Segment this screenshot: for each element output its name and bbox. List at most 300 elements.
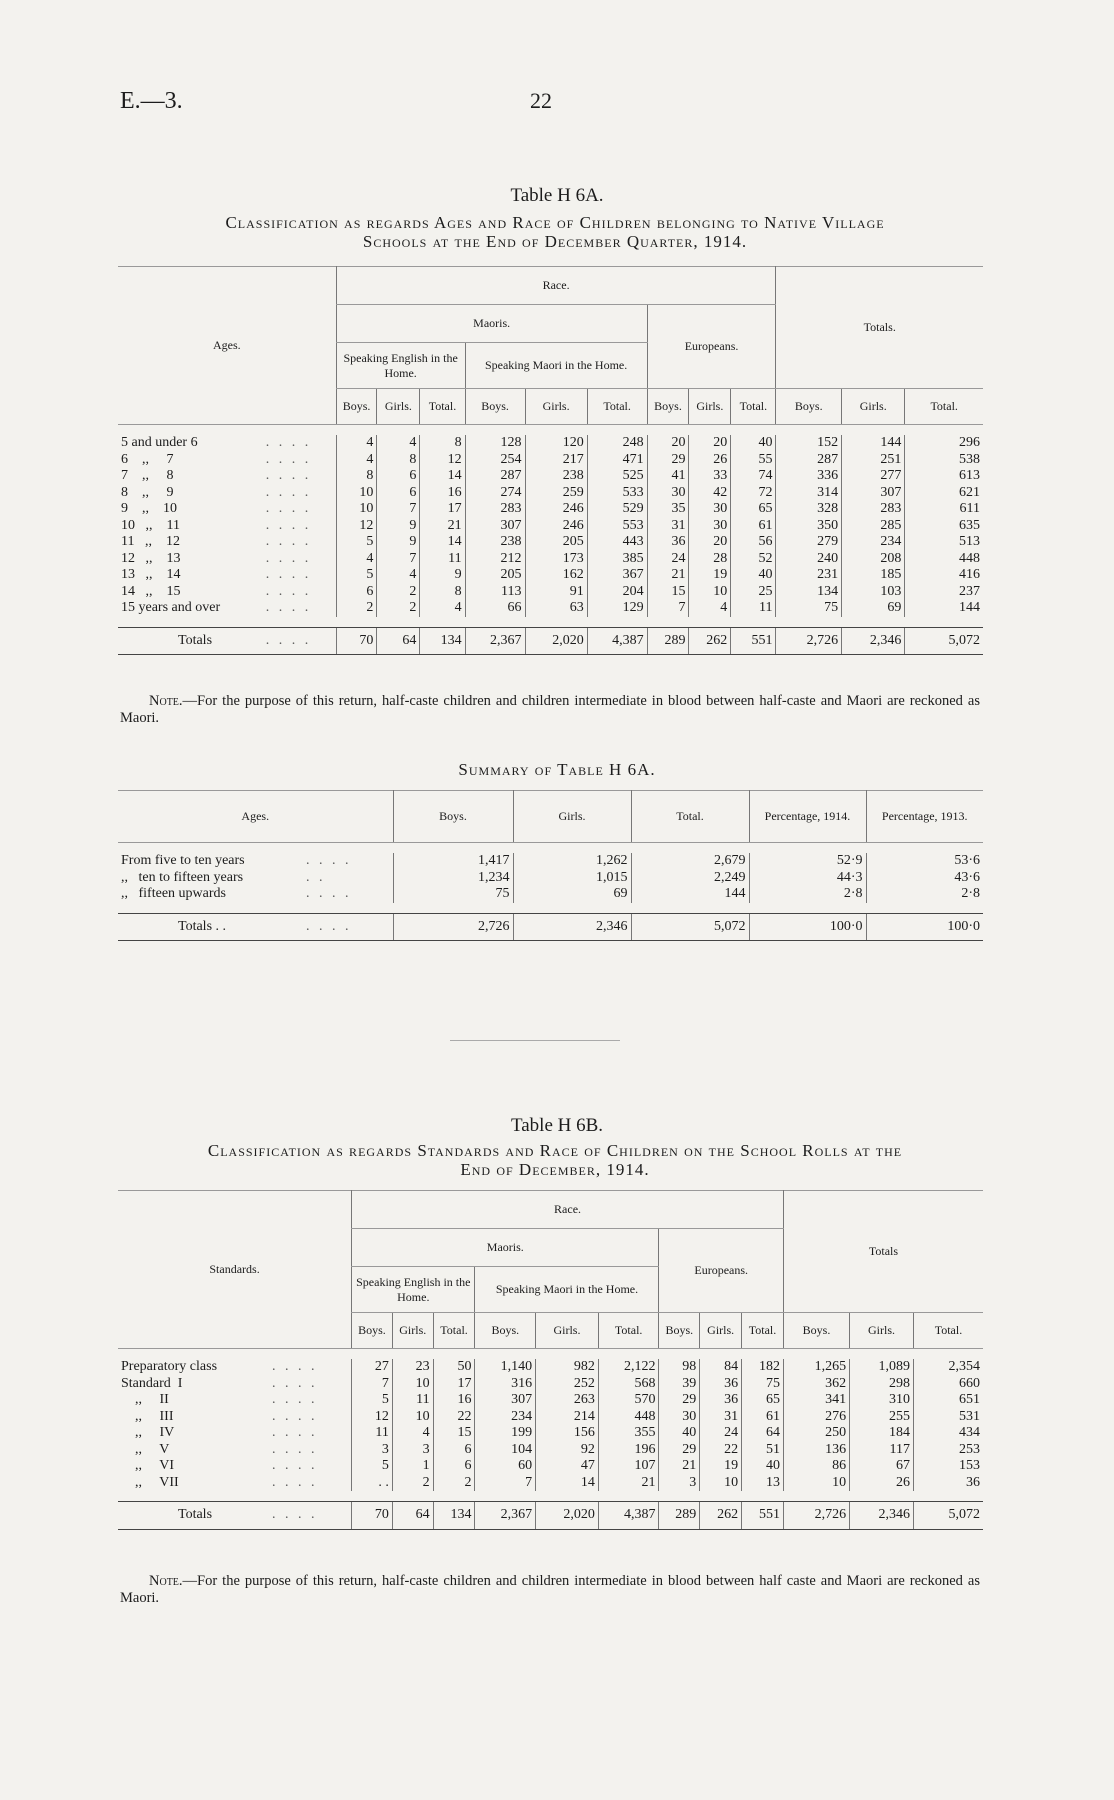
table-cell: 289 xyxy=(647,627,689,655)
table-cell: 16 xyxy=(433,1392,475,1409)
table-cell: 14 xyxy=(536,1475,599,1492)
table-cell: 2,122 xyxy=(598,1359,659,1376)
table-cell: 362 xyxy=(783,1376,849,1393)
table-a-subtitle-line1: Classification as regards Ages and Race of Children belonging to Native Village xyxy=(225,213,885,232)
table-cell: 30 xyxy=(659,1409,700,1426)
table-b-title: Table H 6B. xyxy=(510,1115,604,1136)
table-cell: 8 xyxy=(420,435,465,452)
table-cell: 52 xyxy=(731,551,776,568)
table-cell: 287 xyxy=(776,452,842,469)
table-cell: 21 xyxy=(420,518,465,535)
table-cell: 70 xyxy=(352,1502,393,1530)
table-cell: 64 xyxy=(742,1425,784,1442)
table-cell: 21 xyxy=(598,1475,659,1492)
table-cell: 67 xyxy=(850,1458,914,1475)
table-cell: 53·6 xyxy=(866,853,983,870)
table-cell: 8 xyxy=(336,468,377,485)
col-header-maoris: Maoris. xyxy=(336,305,647,343)
row-leader-dots: . . . . xyxy=(265,517,312,533)
table-cell: 443 xyxy=(587,534,647,551)
col-header-speaking-english: Speaking English in the Home. xyxy=(336,343,465,389)
col-header-total: Total. xyxy=(742,1313,784,1349)
page-code: E.—3. xyxy=(120,88,183,114)
table-cell: 22 xyxy=(700,1442,742,1459)
table-cell: 982 xyxy=(536,1359,599,1376)
table-cell: 2,020 xyxy=(525,627,587,655)
table-cell: 350 xyxy=(776,518,842,535)
table-cell: 2,249 xyxy=(631,870,749,887)
table-cell: 2,726 xyxy=(783,1502,849,1530)
table-cell: 4 xyxy=(336,551,377,568)
table-cell: 2,346 xyxy=(842,627,905,655)
table-cell: 531 xyxy=(913,1409,983,1426)
table-cell: 29 xyxy=(647,452,689,469)
page-number: 22 xyxy=(530,88,552,113)
table-cell: 23 xyxy=(392,1359,433,1376)
col-header-boys: Boys. xyxy=(336,389,377,425)
table-cell: 279 xyxy=(776,534,842,551)
table-cell: 98 xyxy=(659,1359,700,1376)
table-cell: 152 xyxy=(776,435,842,452)
col-header-race: Race. xyxy=(336,267,776,305)
note-text: —For the purpose of this return, half-caste children and children intermediate in blood between half caste and Maori are reckoned as Maori. xyxy=(120,1573,980,1606)
row-label: Standard I xyxy=(121,1375,183,1391)
table-cell: 1 xyxy=(392,1458,433,1475)
summary-title: Summary of Table H 6A. xyxy=(458,760,656,779)
table-cell: 42 xyxy=(689,485,731,502)
row-label: ,, ten to fifteen years xyxy=(121,869,244,885)
table-cell: 238 xyxy=(465,534,525,551)
table-cell: 92 xyxy=(536,1442,599,1459)
table-cell: 5,072 xyxy=(905,627,983,655)
table-cell: 21 xyxy=(647,567,689,584)
table-cell: 40 xyxy=(731,435,776,452)
table-cell: 262 xyxy=(700,1502,742,1530)
table-cell: 307 xyxy=(842,485,905,502)
col-header-standards: Standards. xyxy=(118,1191,352,1349)
table-cell: 248 xyxy=(587,435,647,452)
table-cell: 1,265 xyxy=(783,1359,849,1376)
table-cell: 263 xyxy=(536,1392,599,1409)
table-row xyxy=(118,501,983,518)
table-row xyxy=(118,518,983,535)
table-cell: 4 xyxy=(377,435,420,452)
table-cell: 40 xyxy=(731,567,776,584)
table-cell: 199 xyxy=(475,1425,536,1442)
table-a xyxy=(118,266,983,655)
table-cell: 11 xyxy=(731,600,776,617)
table-cell: 367 xyxy=(587,567,647,584)
col-header-girls: Girls. xyxy=(536,1313,599,1349)
table-cell: 33 xyxy=(689,468,731,485)
table-cell: 4 xyxy=(336,452,377,469)
table-b-note xyxy=(120,1573,980,1607)
table-cell: 4 xyxy=(377,567,420,584)
table-cell: 21 xyxy=(659,1458,700,1475)
row-leader-dots: . . . . xyxy=(265,534,312,549)
table-cell: 26 xyxy=(850,1475,914,1492)
table-cell: 185 xyxy=(842,567,905,584)
col-header-totals: Totals xyxy=(783,1191,983,1313)
table-cell: 22 xyxy=(433,1409,475,1426)
table-cell: 234 xyxy=(842,534,905,551)
row-leader-dots: . . . . xyxy=(265,600,312,615)
table-cell: 10 xyxy=(336,501,377,518)
table-cell: 134 xyxy=(420,627,465,655)
col-header-pct-1914: Percentage, 1914. xyxy=(749,791,866,843)
table-cell: 26 xyxy=(689,452,731,469)
row-leader-dots: . . . . xyxy=(265,468,312,483)
table-cell: 205 xyxy=(525,534,587,551)
table-cell: 2 xyxy=(377,600,420,617)
table-cell: 74 xyxy=(731,468,776,485)
table-cell: 91 xyxy=(525,584,587,601)
col-header-ages: Ages. xyxy=(118,791,393,843)
table-cell: 5,072 xyxy=(631,913,749,941)
table-cell: 2,367 xyxy=(475,1502,536,1530)
table-cell: 635 xyxy=(905,518,983,535)
table-cell: 2,367 xyxy=(465,627,525,655)
col-header-girls: Girls. xyxy=(513,791,631,843)
table-cell: 61 xyxy=(742,1409,784,1426)
table-cell: 15 xyxy=(647,584,689,601)
table-cell: 103 xyxy=(842,584,905,601)
table-cell: 237 xyxy=(905,584,983,601)
table-cell: 1,234 xyxy=(393,870,513,887)
table-cell: 20 xyxy=(689,435,731,452)
row-label: ,, VI xyxy=(121,1458,175,1473)
summary-body xyxy=(118,843,983,941)
row-label: 13 ,, 14 xyxy=(121,567,181,582)
table-cell: 56 xyxy=(731,534,776,551)
table-cell: 336 xyxy=(776,468,842,485)
table-cell: 19 xyxy=(700,1458,742,1475)
table-cell: 20 xyxy=(647,435,689,452)
table-cell: 296 xyxy=(905,435,983,452)
table-cell: 10 xyxy=(336,485,377,502)
table-cell: 434 xyxy=(913,1425,983,1442)
table-cell: 11 xyxy=(352,1425,393,1442)
col-header-girls: Girls. xyxy=(525,389,587,425)
col-header-europeans: Europeans. xyxy=(647,305,776,389)
col-header-total: Total. xyxy=(598,1313,659,1349)
table-cell: 156 xyxy=(536,1425,599,1442)
table-cell: 17 xyxy=(420,501,465,518)
table-cell: 60 xyxy=(475,1458,536,1475)
table-row xyxy=(118,435,983,452)
col-header-total: Total. xyxy=(420,389,465,425)
row-leader-dots: . . . . xyxy=(271,1359,318,1374)
row-label: 5 and under 6 xyxy=(121,435,198,450)
table-cell: 9 xyxy=(420,567,465,584)
table-cell: 238 xyxy=(525,468,587,485)
table-cell: 205 xyxy=(465,567,525,584)
table-cell: 70 xyxy=(336,627,377,655)
col-header-girls: Girls. xyxy=(700,1313,742,1349)
table-cell: 15 xyxy=(433,1425,475,1442)
table-cell: 134 xyxy=(776,584,842,601)
table-row xyxy=(118,1359,983,1376)
table-cell: 11 xyxy=(392,1392,433,1409)
table-row xyxy=(118,600,983,617)
table-cell: 52·9 xyxy=(749,853,866,870)
col-header-speaking-maori: Speaking Maori in the Home. xyxy=(475,1267,659,1313)
totals-row xyxy=(118,627,983,655)
table-cell: 100·0 xyxy=(749,913,866,941)
table-cell: 113 xyxy=(465,584,525,601)
note-lead: Note. xyxy=(149,693,183,709)
row-leader-dots: . . . . xyxy=(271,1474,318,1490)
table-cell: 173 xyxy=(525,551,587,568)
table-cell: 341 xyxy=(783,1392,849,1409)
table-b xyxy=(118,1190,983,1530)
table-cell: 9 xyxy=(377,534,420,551)
row-leader-dots: . . . . xyxy=(265,501,312,516)
table-cell: 36 xyxy=(700,1376,742,1393)
table-cell: 47 xyxy=(536,1458,599,1475)
table-cell: 310 xyxy=(850,1392,914,1409)
col-header-boys: Boys. xyxy=(659,1313,700,1349)
table-cell: 538 xyxy=(905,452,983,469)
table-cell: 51 xyxy=(742,1442,784,1459)
table-cell: 40 xyxy=(742,1458,784,1475)
table-cell: 5 xyxy=(352,1458,393,1475)
row-label: 7 ,, 8 xyxy=(121,468,174,483)
table-cell: 214 xyxy=(536,1409,599,1426)
row-label: ,, fifteen upwards xyxy=(121,886,226,901)
table-cell: 1,140 xyxy=(475,1359,536,1376)
table-cell: 2·8 xyxy=(749,886,866,903)
table-cell: 2,354 xyxy=(913,1359,983,1376)
table-cell: 10 xyxy=(689,584,731,601)
col-header-total: Total. xyxy=(905,389,983,425)
table-cell: 285 xyxy=(842,518,905,535)
table-cell: 50 xyxy=(433,1359,475,1376)
table-b-subtitle-line1: Classification as regards Standards and Race of Children on the School Rolls at the xyxy=(207,1141,903,1160)
totals-row xyxy=(118,1502,983,1530)
row-label: 15 years and over xyxy=(121,600,221,615)
table-cell: 283 xyxy=(842,501,905,518)
col-header-total: Total. xyxy=(731,389,776,425)
table-cell: 86 xyxy=(783,1458,849,1475)
table-row xyxy=(118,567,983,584)
table-cell: 40 xyxy=(659,1425,700,1442)
table-cell: 259 xyxy=(525,485,587,502)
table-cell: 2,726 xyxy=(393,913,513,941)
table-cell: 7 xyxy=(377,501,420,518)
table-row xyxy=(118,870,983,887)
table-row xyxy=(118,485,983,502)
table-cell: 5 xyxy=(336,567,377,584)
table-cell: 64 xyxy=(392,1502,433,1530)
table-b-body xyxy=(118,1349,983,1530)
table-cell: 72 xyxy=(731,485,776,502)
table-cell: 6 xyxy=(377,468,420,485)
table-row xyxy=(118,1409,983,1426)
table-cell: 75 xyxy=(776,600,842,617)
table-cell: . . xyxy=(352,1475,393,1492)
table-cell: 277 xyxy=(842,468,905,485)
row-label: 8 ,, 9 xyxy=(121,484,174,500)
table-cell: 136 xyxy=(783,1442,849,1459)
table-cell: 100·0 xyxy=(866,913,983,941)
row-leader-dots: . . . . xyxy=(265,550,312,566)
table-cell: 276 xyxy=(783,1409,849,1426)
table-cell: 29 xyxy=(659,1442,700,1459)
row-leader-dots: . . . . xyxy=(271,1408,318,1424)
table-cell: 35 xyxy=(647,501,689,518)
table-a-subtitle-line2: Schools at the End of December Quarter, 1914. xyxy=(362,232,748,251)
table-cell: 3 xyxy=(352,1442,393,1459)
table-row xyxy=(118,452,983,469)
table-cell: 551 xyxy=(742,1502,784,1530)
table-cell: 65 xyxy=(742,1392,784,1409)
table-row xyxy=(118,584,983,601)
table-cell: 43·6 xyxy=(866,870,983,887)
table-cell: 24 xyxy=(647,551,689,568)
col-header-girls: Girls. xyxy=(842,389,905,425)
table-cell: 416 xyxy=(905,567,983,584)
table-cell: 12 xyxy=(336,518,377,535)
table-cell: 529 xyxy=(587,501,647,518)
table-cell: 1,262 xyxy=(513,853,631,870)
table-cell: 69 xyxy=(842,600,905,617)
table-cell: 16 xyxy=(420,485,465,502)
table-cell: 129 xyxy=(587,600,647,617)
table-cell: 162 xyxy=(525,567,587,584)
table-cell: 153 xyxy=(913,1458,983,1475)
table-row xyxy=(118,1392,983,1409)
table-cell: 660 xyxy=(913,1376,983,1393)
table-row xyxy=(118,534,983,551)
table-cell: 84 xyxy=(700,1359,742,1376)
table-cell: 328 xyxy=(776,501,842,518)
table-cell: 75 xyxy=(393,886,513,903)
table-cell: 274 xyxy=(465,485,525,502)
table-cell: 61 xyxy=(731,518,776,535)
row-leader-dots: . . . . xyxy=(265,583,312,599)
row-label: Totals . . xyxy=(118,913,303,941)
table-cell: 212 xyxy=(465,551,525,568)
table-cell: 144 xyxy=(631,886,749,903)
row-leader-dots: . . . . xyxy=(306,853,352,868)
table-cell: 6 xyxy=(433,1458,475,1475)
row-label: Preparatory class xyxy=(121,1359,218,1374)
table-a-title: Table H 6A. xyxy=(510,185,604,206)
row-label: Totals xyxy=(118,627,263,655)
table-row xyxy=(118,1376,983,1393)
table-cell: 1,417 xyxy=(393,853,513,870)
col-header-total: Total. xyxy=(631,791,749,843)
row-leader-dots: . . . . xyxy=(265,435,312,450)
row-leader-dots: . . . . xyxy=(265,451,312,467)
row-label: 14 ,, 15 xyxy=(121,583,181,599)
table-cell: 27 xyxy=(352,1359,393,1376)
table-cell: 7 xyxy=(352,1376,393,1393)
row-label: ,, V xyxy=(121,1441,170,1457)
note-text: —For the purpose of this return, half-caste children and children intermediate in blood between half-caste and Maori are reckoned as Maori. xyxy=(120,693,980,726)
table-cell: 10 xyxy=(783,1475,849,1492)
table-cell: 2 xyxy=(336,600,377,617)
col-header-boys: Boys. xyxy=(647,389,689,425)
table-cell: 217 xyxy=(525,452,587,469)
table-cell: 307 xyxy=(475,1392,536,1409)
col-header-boys: Boys. xyxy=(475,1313,536,1349)
row-label: 6 ,, 7 xyxy=(121,451,174,467)
col-header-totals: Totals. xyxy=(776,267,983,389)
table-cell: 298 xyxy=(850,1376,914,1393)
table-cell: 8 xyxy=(377,452,420,469)
table-cell: 8 xyxy=(420,584,465,601)
table-cell: 41 xyxy=(647,468,689,485)
table-cell: 6 xyxy=(377,485,420,502)
table-cell: 240 xyxy=(776,551,842,568)
table-a-body xyxy=(118,425,983,655)
table-cell: 1,089 xyxy=(850,1359,914,1376)
table-cell: 4 xyxy=(392,1425,433,1442)
table-cell: 134 xyxy=(433,1502,475,1530)
table-cell: 104 xyxy=(475,1442,536,1459)
table-cell: 55 xyxy=(731,452,776,469)
col-header-girls: Girls. xyxy=(850,1313,914,1349)
table-cell: 36 xyxy=(647,534,689,551)
table-cell: 144 xyxy=(905,600,983,617)
table-cell: 3 xyxy=(392,1442,433,1459)
col-header-ages: Ages. xyxy=(118,267,336,425)
table-cell: 20 xyxy=(689,534,731,551)
row-leader-dots: . . . . xyxy=(271,1441,318,1457)
col-header-girls: Girls. xyxy=(392,1313,433,1349)
table-cell: 4 xyxy=(336,435,377,452)
table-cell: 6 xyxy=(433,1442,475,1459)
col-header-europeans: Europeans. xyxy=(659,1229,783,1313)
table-cell: 10 xyxy=(392,1376,433,1393)
table-cell: 255 xyxy=(850,1409,914,1426)
table-cell: 44·3 xyxy=(749,870,866,887)
table-cell: 5 xyxy=(352,1392,393,1409)
table-cell: 289 xyxy=(659,1502,700,1530)
col-header-boys: Boys. xyxy=(776,389,842,425)
table-cell: 36 xyxy=(700,1392,742,1409)
table-cell: 262 xyxy=(689,627,731,655)
table-cell: 17 xyxy=(433,1376,475,1393)
table-cell: 568 xyxy=(598,1376,659,1393)
table-cell: 252 xyxy=(536,1376,599,1393)
table-cell: 611 xyxy=(905,501,983,518)
table-cell: 621 xyxy=(905,485,983,502)
col-header-girls: Girls. xyxy=(377,389,420,425)
row-label: 10 ,, 11 xyxy=(121,517,180,533)
table-cell: 2,346 xyxy=(513,913,631,941)
table-cell: 30 xyxy=(689,501,731,518)
table-cell: 10 xyxy=(700,1475,742,1492)
table-cell: 5,072 xyxy=(913,1502,983,1530)
table-cell: 4 xyxy=(689,600,731,617)
col-header-total: Total. xyxy=(913,1313,983,1349)
table-cell: 250 xyxy=(783,1425,849,1442)
table-cell: 2,346 xyxy=(850,1502,914,1530)
table-cell: 246 xyxy=(525,501,587,518)
table-cell: 283 xyxy=(465,501,525,518)
row-leader-dots: . . . . xyxy=(303,913,393,941)
table-cell: 30 xyxy=(689,518,731,535)
table-cell: 2·8 xyxy=(866,886,983,903)
table-cell: 66 xyxy=(465,600,525,617)
table-cell: 471 xyxy=(587,452,647,469)
table-cell: 10 xyxy=(392,1409,433,1426)
table-b-subtitle-line2: End of December, 1914. xyxy=(460,1160,650,1179)
table-cell: 69 xyxy=(513,886,631,903)
